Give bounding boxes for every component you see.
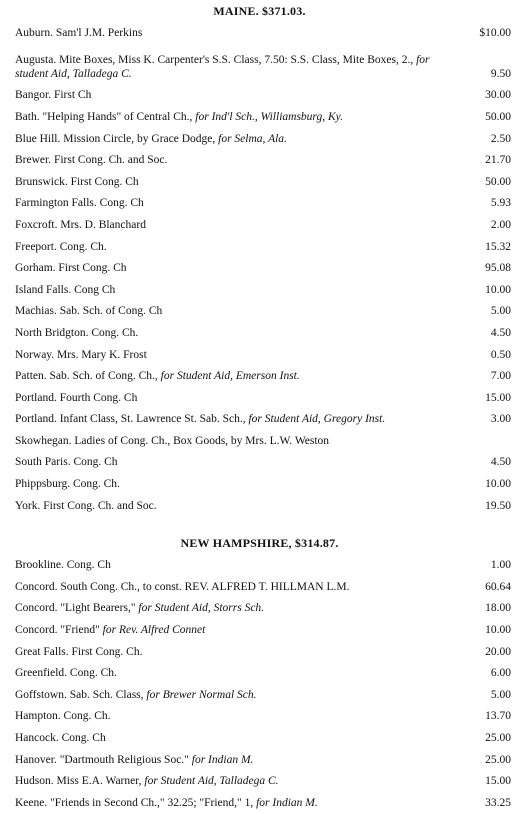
- entry-amount: 15.00: [485, 775, 511, 788]
- entry-list: [0, 554, 519, 813]
- entry-donor: Concord. "Friend": [15, 624, 103, 637]
- entry-designation: for Selma, Ala.: [218, 132, 287, 145]
- entry-designation: for student Aid, Talladega C.: [15, 53, 430, 80]
- entry-text: [15, 645, 471, 659]
- entry-donor: Brookline. Cong. Ch: [15, 559, 111, 572]
- entry-text: [15, 558, 471, 572]
- entry-donor: Machias. Sab. Sch. of Cong. Ch: [15, 305, 163, 318]
- entry-text: [15, 753, 471, 767]
- entry-amount: 10.00: [485, 478, 511, 491]
- entry-donor: Patten. Sab. Sch. of Cong. Ch.,: [15, 370, 161, 383]
- entry-row: [0, 662, 519, 684]
- entry-row: [0, 554, 519, 576]
- entry-designation: for Student Aid, Talladega C.: [144, 775, 279, 788]
- entry-text: [15, 731, 471, 745]
- entry-row: [0, 452, 519, 474]
- entry-text: [15, 796, 471, 810]
- entry-amount: 60.64: [485, 580, 511, 593]
- entry-donor: Farmington Falls. Cong. Ch: [15, 197, 144, 210]
- entry-donor: Brunswick. First Cong. Ch: [15, 175, 139, 188]
- entry-row: [0, 430, 519, 452]
- entry-text: [15, 369, 471, 383]
- entry-amount: 1.00: [490, 559, 511, 572]
- entry-donor: Island Falls. Cong Ch: [15, 283, 116, 296]
- entry-row: [0, 706, 519, 728]
- entry-row: [0, 106, 519, 128]
- entry-amount: 10.00: [485, 624, 511, 637]
- entry-row: [0, 171, 519, 193]
- entry-donor: Goffstown. Sab. Sch. Class,: [15, 688, 147, 701]
- entry-donor: Portland. Infant Class, St. Lawrence St. Sab. Sch.,: [15, 413, 249, 426]
- entry-donor: Auburn. Sam'l J.M. Perkins: [15, 26, 143, 39]
- entry-row: [0, 387, 519, 409]
- entry-amount: 2.00: [490, 218, 511, 231]
- entry-donor: Bath. "Helping Hands" of Central Ch.,: [15, 110, 196, 123]
- entry-donor: Concord. "Light Bearers,": [15, 602, 139, 615]
- entry-text: [15, 412, 471, 426]
- entry-row: [0, 619, 519, 641]
- entry-donor: Skowhegan. Ladies of Cong. Ch., Box Goods, by Mrs. L.W. Weston: [15, 434, 330, 447]
- entry-designation: for Indian M.: [256, 796, 318, 809]
- entry-row: [0, 495, 519, 517]
- entry-row: [0, 322, 519, 344]
- entry-amount: 33.25: [485, 796, 511, 809]
- entry-amount: 25.00: [485, 732, 511, 745]
- entry-row: [0, 301, 519, 323]
- entry-amount: 20.00: [485, 645, 511, 658]
- entry-text: [15, 261, 471, 275]
- entry-donor: York. First Cong. Ch. and Soc.: [15, 499, 157, 512]
- entry-donor: North Bridgton. Cong. Ch.: [15, 326, 139, 339]
- entry-text: [15, 434, 471, 448]
- entry-row: [0, 22, 519, 44]
- entry-row: [0, 409, 519, 431]
- entry-designation: for Student Aid, Storrs Sch.: [138, 602, 265, 615]
- entry-amount: 4.50: [490, 326, 511, 339]
- entry-text: [15, 196, 471, 210]
- entry-row: [0, 236, 519, 258]
- entry-row: [0, 473, 519, 495]
- section-heading: NEW HAMPSHIRE, $314.87.: [180, 536, 339, 551]
- entry-text: [15, 283, 471, 297]
- entry-designation: for Ind'l Sch., Williamsburg, Ky.: [195, 110, 343, 123]
- entry-donor: Keene. "Friends in Second Ch.," 32.25; "Friend," 1,: [15, 796, 257, 809]
- entry-donor: Foxcroft. Mrs. D. Blanchard: [15, 218, 146, 231]
- entry-designation: for Indian M.: [191, 753, 254, 766]
- entry-amount: 3.00: [490, 413, 511, 426]
- entry-text: [15, 304, 471, 318]
- entry-amount: 50.00: [485, 110, 511, 123]
- entry-row: [0, 770, 519, 792]
- entry-donor: Great Falls. First Cong. Ch.: [15, 645, 143, 658]
- entry-text: [15, 688, 471, 702]
- entry-row: [0, 792, 519, 814]
- entry-text: [15, 601, 471, 615]
- entry-donor: Augusta. Mite Boxes, Miss K. Carpenter's S.S. Class, 7.50: S.S. Class, Mite Boxes, 2.,: [15, 53, 417, 66]
- entry-donor: Hancock. Cong. Ch: [15, 732, 106, 745]
- entry-amount: 15.00: [485, 391, 511, 404]
- entry-designation: for Brewer Normal Sch.: [146, 688, 257, 701]
- entry-row: [0, 365, 519, 387]
- entry-text: [15, 218, 471, 232]
- entry-amount: 0.50: [490, 348, 511, 361]
- entry-donor: Hudson. Miss E.A. Warner,: [15, 775, 145, 788]
- entry-text: [15, 53, 471, 81]
- entry-text: [15, 709, 471, 723]
- entry-row: [0, 214, 519, 236]
- entry-amount: 19.50: [485, 499, 511, 512]
- section-gap: [0, 516, 519, 532]
- entry-amount: 5.00: [490, 305, 511, 318]
- entry-donor: Blue Hill. Mission Circle, by Grace Dodge,: [15, 132, 219, 145]
- entry-text: [15, 499, 471, 513]
- entry-text: [15, 26, 471, 40]
- entry-row: [0, 598, 519, 620]
- entry-text: [15, 666, 471, 680]
- entry-amount: 4.50: [490, 456, 511, 469]
- entry-text: [15, 88, 471, 102]
- entry-donor: Greenfield. Cong. Ch.: [15, 667, 117, 680]
- entry-list: [0, 22, 519, 516]
- entry-row: [0, 641, 519, 663]
- entry-donor: Bangor. First Ch: [15, 89, 92, 102]
- entry-amount: 7.00: [490, 370, 511, 383]
- entry-text: [15, 153, 471, 167]
- entry-amount: 6.00: [490, 667, 511, 680]
- entry-text: [15, 132, 471, 146]
- entry-text: [15, 326, 471, 340]
- entry-amount: 9.50: [490, 67, 511, 80]
- entry-donor: Gorham. First Cong. Ch: [15, 262, 127, 275]
- section-heading: MAINE. $371.03.: [213, 4, 306, 18]
- entry-donor: Norway. Mrs. Mary K. Frost: [15, 348, 147, 361]
- entry-row: [0, 149, 519, 171]
- entry-designation: for Rev. Alfred Connet: [102, 624, 206, 637]
- entry-row: [0, 576, 519, 598]
- entry-amount: 21.70: [485, 154, 511, 167]
- entry-amount: 10.00: [485, 283, 511, 296]
- entry-designation: for Student Aid, Gregory Inst.: [248, 413, 386, 426]
- entry-text: [15, 175, 471, 189]
- entry-amount: 2.50: [490, 132, 511, 145]
- entry-amount: $10.00: [479, 26, 511, 39]
- entry-text: [15, 623, 471, 637]
- entry-row: [0, 193, 519, 215]
- entry-text: [15, 348, 471, 362]
- entry-text: [15, 774, 471, 788]
- entry-amount: 5.00: [490, 688, 511, 701]
- entry-amount: 15.32: [485, 240, 511, 253]
- entry-donor: South Paris. Cong. Ch: [15, 456, 118, 469]
- entry-row: [0, 344, 519, 366]
- entry-donor: Hampton. Cong. Ch.: [15, 710, 111, 723]
- entry-donor: Hanover. "Dartmouth Religious Soc.": [15, 753, 192, 766]
- entry-text: [15, 580, 471, 594]
- entry-row: [0, 85, 519, 107]
- entry-donor: Brewer. First Cong. Ch. and Soc.: [15, 154, 168, 167]
- entry-amount: 30.00: [485, 89, 511, 102]
- entry-donor: Concord. South Cong. Ch., to const. REV. ALFRED T. HILLMAN L.M.: [15, 580, 350, 593]
- entry-amount: 13.70: [485, 710, 511, 723]
- entry-text: [15, 477, 471, 491]
- entry-row: [0, 279, 519, 301]
- entry-text: [15, 455, 471, 469]
- entry-amount: 50.00: [485, 175, 511, 188]
- entry-amount: 95.08: [485, 262, 511, 275]
- entry-row: [0, 684, 519, 706]
- entry-designation: for Student Aid, Emerson Inst.: [160, 370, 300, 383]
- entry-donor: Phippsburg. Cong. Ch.: [15, 478, 120, 491]
- entry-text: [15, 110, 471, 124]
- entry-amount: 18.00: [485, 602, 511, 615]
- entry-text: [15, 391, 471, 405]
- entry-donor: Portland. Fourth Cong. Ch: [15, 391, 138, 404]
- entry-row: [0, 128, 519, 150]
- entry-amount: 25.00: [485, 753, 511, 766]
- entry-row: [0, 44, 519, 85]
- entry-row: [0, 749, 519, 771]
- entry-amount: 5.93: [490, 197, 511, 210]
- entry-text: [15, 240, 471, 254]
- entry-donor: Freeport. Cong. Ch.: [15, 240, 107, 253]
- entry-row: [0, 257, 519, 279]
- section-new-hampshire: [0, 532, 519, 813]
- entry-row: [0, 727, 519, 749]
